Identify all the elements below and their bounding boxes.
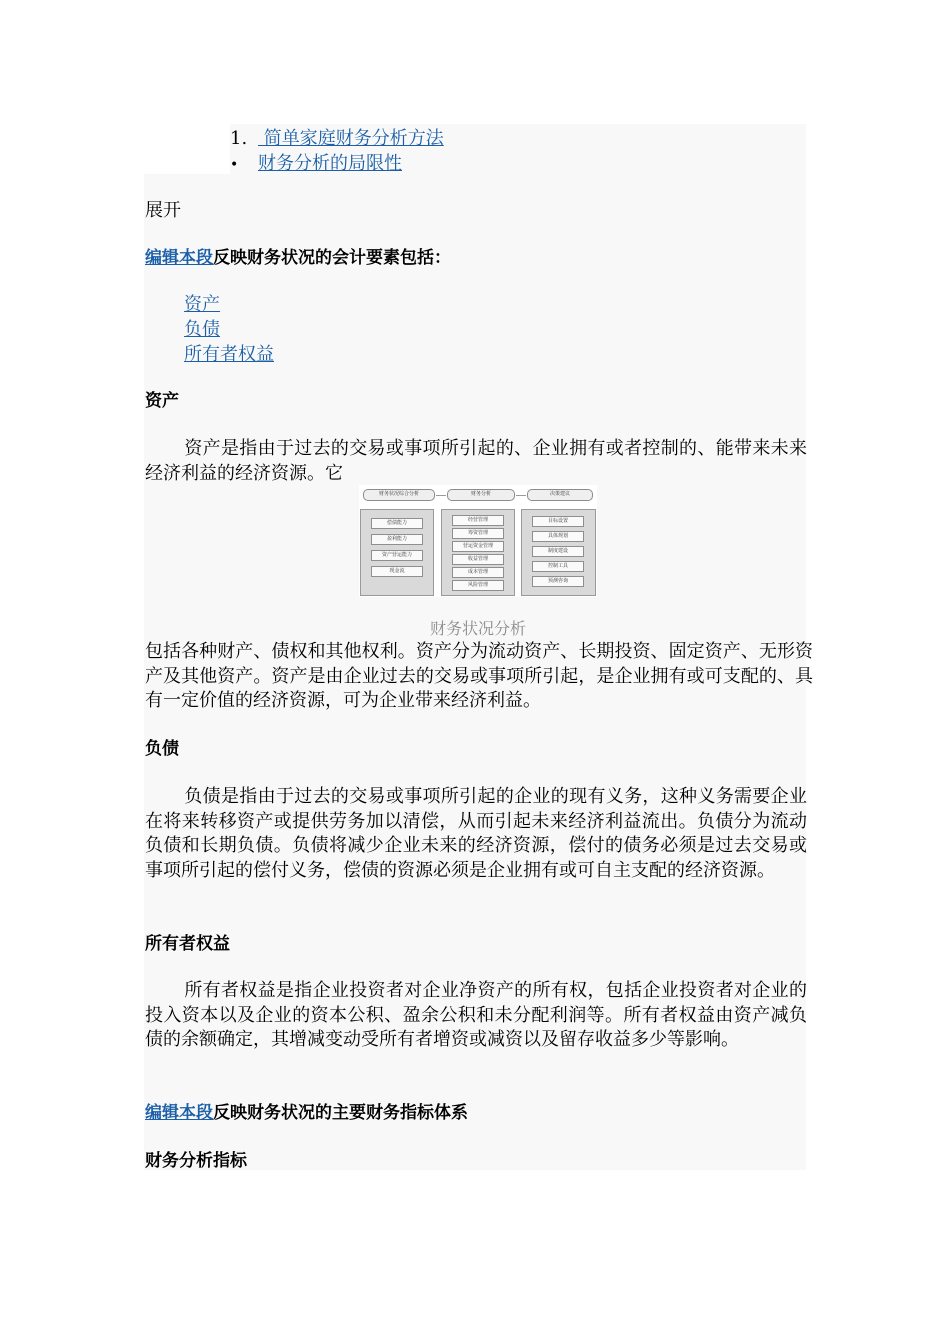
figure-column-3 bbox=[521, 509, 596, 596]
figure-item: 风险管理 bbox=[452, 580, 504, 591]
link-assets[interactable]: 资产 bbox=[184, 294, 220, 315]
expand-toggle[interactable]: 展开 bbox=[145, 200, 181, 221]
edit-section-link[interactable]: 编辑本段 bbox=[145, 248, 213, 268]
paragraph-equity bbox=[145, 979, 807, 1053]
figure-item: 偿债能力 bbox=[371, 518, 423, 529]
toc-margin bbox=[144, 124, 230, 174]
figure-item: 具体规划 bbox=[532, 531, 584, 542]
paragraph-assets-intro bbox=[145, 437, 807, 486]
element-link-list bbox=[184, 292, 274, 367]
figure-column-1 bbox=[360, 509, 434, 596]
link-liabilities[interactable]: 负债 bbox=[184, 319, 220, 340]
figure-item: 预测咨询 bbox=[532, 576, 584, 587]
figure-item: 盈利能力 bbox=[371, 534, 423, 545]
financial-analysis-figure bbox=[359, 485, 597, 597]
arrow-icon bbox=[516, 495, 526, 496]
section-title: 反映财务状况的主要财务指标体系 bbox=[213, 1103, 468, 1123]
heading-liabilities: 负债 bbox=[145, 739, 179, 759]
figure-item: 收益管理 bbox=[452, 554, 504, 565]
toc-item bbox=[230, 126, 444, 151]
toc-item bbox=[230, 151, 444, 178]
equity-text: 所有者权益是指企业投资者对企业净资产的所有权，包括企业投资者对企业的投入资本以及企业的资本公积、盈余公积和未分配利润等。所有者权益由资产减负债的余额确定，其增减变动受所有者增资或减资以及留存收益多少等影响。 bbox=[145, 980, 807, 1051]
figure-header-1: 财务状况综合分析 bbox=[363, 489, 435, 501]
figure-item: 营运资金管理 bbox=[452, 541, 504, 552]
figure-header-2: 财务分析 bbox=[447, 489, 515, 501]
toc-bullet: • bbox=[230, 157, 239, 173]
figure-header-3: 决策建议 bbox=[527, 489, 593, 501]
figure-item: 控制工具 bbox=[532, 561, 584, 572]
figure-caption: 财务状况分析 bbox=[429, 619, 526, 638]
figure-item: 现金流 bbox=[371, 566, 423, 577]
heading-equity: 所有者权益 bbox=[145, 934, 230, 954]
figure-column-2 bbox=[441, 509, 515, 596]
edit-section-link[interactable]: 编辑本段 bbox=[145, 1103, 213, 1123]
paragraph-liabilities bbox=[145, 785, 807, 883]
section-heading-elements bbox=[145, 246, 451, 271]
toc-link-limitations[interactable]: 财务分析的局限性 bbox=[258, 153, 402, 174]
liabilities-text: 负债是指由于过去的交易或事项所引起的企业的现有义务，这种义务需要企业在将来转移资产或提供劳务加以清偿，从而引起未来经济利益流出。负债分为流动负债和长期负债。负债将减少企业未来的经济资源，偿付的债务必须是过去交易或事项所引起的偿付义务，偿债的资源必须是企业拥有或可自主支配的经济资源。 bbox=[145, 786, 807, 881]
assets-text-a: 资产是指由于过去的交易或事项所引起的、企业拥有或者控制的、能带来未来经济利益的经济资源。它 bbox=[145, 438, 807, 484]
figure-item: 成本管理 bbox=[452, 567, 504, 578]
figure-item: 目标设置 bbox=[532, 516, 584, 527]
arrow-icon bbox=[436, 495, 446, 496]
figure-item: 经营管理 bbox=[452, 515, 504, 526]
section-heading-indicators bbox=[145, 1101, 468, 1126]
figure-item: 筹资管理 bbox=[452, 528, 504, 539]
section-title: 反映财务状况的会计要素包括： bbox=[213, 248, 451, 268]
toc-link-family-finance[interactable]: 简单家庭财务分析方法 bbox=[258, 128, 444, 149]
table-of-contents bbox=[230, 126, 444, 178]
figure-item: 资产营运能力 bbox=[371, 550, 423, 561]
heading-assets: 资产 bbox=[145, 391, 179, 411]
paragraph-assets-detail: 包括各种财产、债权和其他权利。资产分为流动资产、长期投资、固定资产、无形资产及其他资产。资产是由企业过去的交易或事项所引起，是企业拥有或可支配的、具有一定价值的经济资源，可为企业带来经济利益。 bbox=[145, 641, 813, 712]
toc-number: 1. bbox=[230, 128, 248, 149]
link-equity[interactable]: 所有者权益 bbox=[184, 344, 274, 365]
figure-item: 制度建设 bbox=[532, 546, 584, 557]
heading-analysis-indicators: 财务分析指标 bbox=[145, 1151, 247, 1171]
